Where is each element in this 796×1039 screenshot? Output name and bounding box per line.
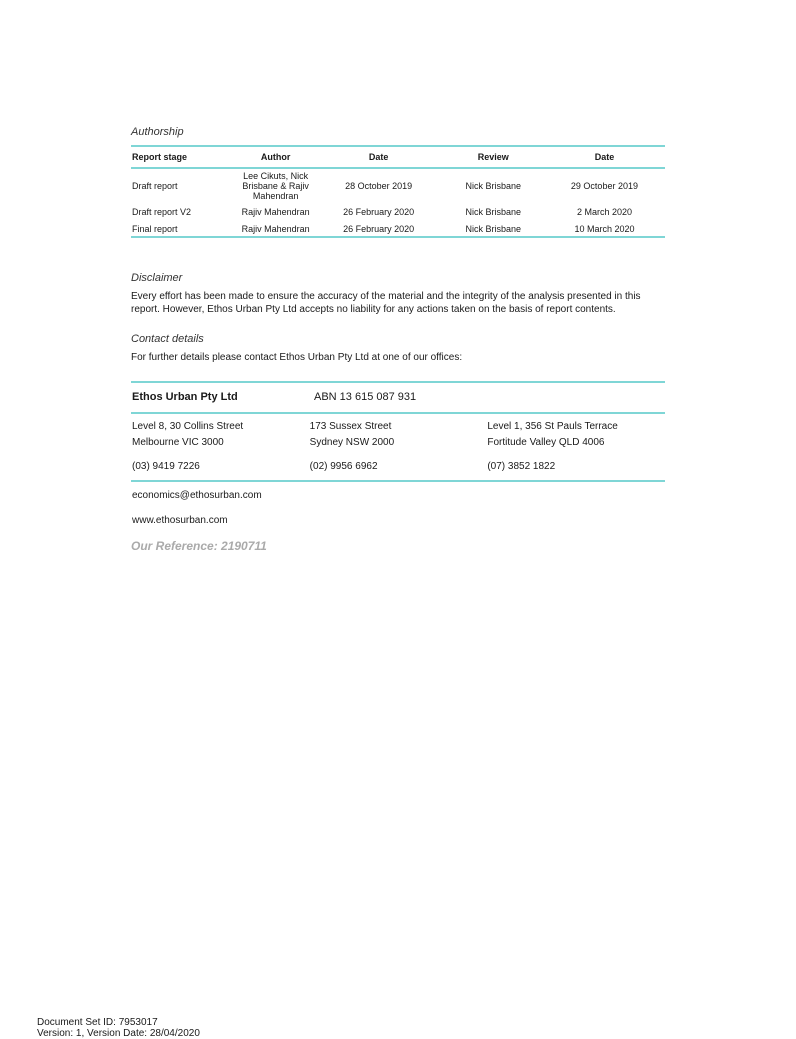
office-address-line2: Melbourne VIC 3000 <box>132 436 224 448</box>
col-date: Date <box>368 152 389 162</box>
col-report-stage: Report stage <box>132 152 188 162</box>
company-name: Ethos Urban Pty Ltd <box>132 391 238 403</box>
cell-date: 26 February 2020 <box>343 207 415 217</box>
cell-date: 28 October 2019 <box>345 181 413 191</box>
office-phone: (02) 9956 6962 <box>309 460 378 472</box>
table-row <box>131 168 665 203</box>
office-sydney <box>310 419 488 475</box>
cell-author: Rajiv Mahendran <box>241 207 310 217</box>
cell-review: Nick Brisbane <box>465 181 521 191</box>
office-list <box>131 414 665 480</box>
cell-review: Nick Brisbane <box>465 223 521 234</box>
contact-email: economics@ethosurban.com <box>132 489 262 501</box>
contact-heading: Contact details <box>131 333 204 345</box>
office-address-line1: Level 1, 356 St Pauls Terrace <box>487 420 618 432</box>
office-address-line1: 173 Sussex Street <box>309 420 392 432</box>
office-address-line2: Fortitude Valley QLD 4006 <box>487 436 605 448</box>
document-set-id: Document Set ID: 7953017 <box>37 1017 158 1028</box>
office-address-line2: Sydney NSW 2000 <box>309 436 395 448</box>
company-header <box>131 383 665 414</box>
authorship-table <box>131 145 665 238</box>
contact-intro: For further details please contact Ethos Urban Pty Ltd at one of our offices: <box>131 352 463 363</box>
office-phone: (07) 3852 1822 <box>487 460 556 472</box>
cell-stage: Draft report <box>132 181 178 191</box>
table-header-row <box>131 146 665 168</box>
cell-author: Lee Cikuts, Nick Brisbane & Rajiv Mahendran <box>242 171 309 201</box>
cell-date: 26 February 2020 <box>343 223 415 234</box>
table-row <box>131 203 665 221</box>
table-row <box>131 221 665 237</box>
cell-review: Nick Brisbane <box>465 207 521 217</box>
office-phone: (03) 9419 7226 <box>132 460 200 472</box>
office-brisbane <box>487 419 665 475</box>
col-review: Review <box>477 152 509 162</box>
col-review-date: Date <box>594 152 615 162</box>
cell-stage: Final report <box>132 223 178 234</box>
company-abn: ABN 13 615 087 931 <box>314 391 417 403</box>
document-version: Version: 1, Version Date: 28/04/2020 <box>37 1028 200 1039</box>
cell-author: Rajiv Mahendran <box>241 223 310 234</box>
our-reference: Our Reference: 2190711 <box>131 538 267 553</box>
col-author: Author <box>260 152 291 162</box>
report-front-matter <box>131 126 665 553</box>
disclaimer-heading: Disclaimer <box>131 272 183 284</box>
disclaimer-text: Every effort has been made to ensure the accuracy of the material and the integrity of the analysis presented in this report. However, Ethos Urban Pty Ltd accepts no liability for any actions taken on the basis of report contents. <box>131 291 641 315</box>
cell-review-date: 29 October 2019 <box>570 181 638 191</box>
office-address-line1: Level 8, 30 Collins Street <box>132 420 244 432</box>
contact-website: www.ethosurban.com <box>132 514 228 526</box>
cell-review-date: 2 March 2020 <box>576 207 632 217</box>
cell-review-date: 10 March 2020 <box>574 223 635 234</box>
authorship-heading: Authorship <box>131 126 184 138</box>
offices-block <box>131 381 665 482</box>
cell-stage: Draft report V2 <box>132 207 192 217</box>
office-melbourne <box>132 419 310 475</box>
